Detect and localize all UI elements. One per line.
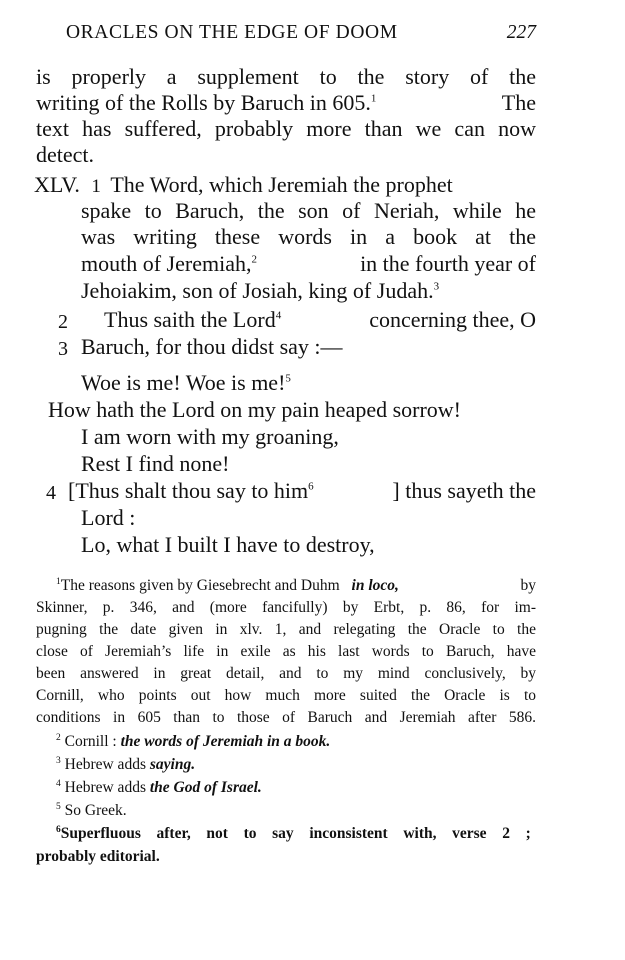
verse-1-line-4-b: in the fourth year of [360, 251, 536, 276]
footnote-ref-3: 3 [433, 280, 440, 293]
verse-number-4: 4 [46, 482, 56, 504]
footnote-ref-4: 4 [275, 309, 282, 322]
footnote-4-marker: 4 [56, 778, 61, 789]
footnote-ref-1: 1 [370, 92, 377, 105]
footnote-3-prefix: Hebrew adds [64, 756, 146, 773]
intro-line-1: is properly a supplement to the story of the [36, 64, 536, 89]
footnote-6-text-a: Superfluous after, not to say inconsistent with, verse 2 ; [60, 825, 531, 842]
intro-line-4: detect. [36, 142, 95, 167]
intro-line-3: text has suffered, probably more than we can now [36, 116, 536, 141]
poem-line-1-text: Woe is me! Woe is me! [81, 370, 286, 395]
footnotes [36, 575, 536, 875]
verse-2-text-a: Thus saith the Lord [104, 307, 276, 332]
intro-line-2-text: writing of the Rolls by Baruch in 605. [36, 90, 371, 115]
footnote-1-line-1 [56, 575, 536, 597]
poem-line-4: Rest I find none! [81, 451, 230, 476]
footnote-3-italic: saying. [149, 756, 196, 773]
verse-2-line [104, 307, 536, 333]
footnote-5-marker: 5 [56, 801, 61, 812]
footnote-1-line-6: Cornill, who points out how much more suited the Oracle is to [36, 687, 536, 704]
verse-1-line-2: spake to Baruch, the son of Neriah, while he [81, 198, 536, 223]
footnote-1-line-7: conditions in 605 than to those of Baruch and Jeremiah after 586. [36, 709, 536, 726]
intro-line-2-end: The [501, 90, 536, 115]
verse-1-line-5-text: Jehoiakim, son of Josiah, king of Judah. [81, 278, 434, 303]
poem-line-1 [81, 370, 291, 396]
verse-number-3: 3 [58, 338, 68, 360]
footnote-2-prefix: Cornill : [64, 733, 117, 750]
footnote-6-line-1 [56, 823, 536, 845]
footnote-ref-5: 5 [285, 372, 291, 385]
verse-1-line-5 [81, 278, 439, 304]
footnote-6-line-2: probably editorial. [36, 848, 160, 865]
verse-number-1: 1 [91, 176, 101, 197]
chapter-label-line [34, 172, 453, 200]
footnote-1-line-2: Skinner, p. 346, and (more fancifully) by Erbt, p. 86, for im- [36, 599, 536, 616]
footnote-3 [56, 754, 195, 776]
footnote-4-italic: the God of Israel. [149, 779, 262, 796]
footnote-1-text-a: The reasons given by Giesebrecht and Duhm [60, 577, 340, 594]
verse-1-line-1: The Word, which Jeremiah the prophet [110, 172, 453, 197]
footnote-2-italic: the words of Jeremiah in a book. [120, 733, 331, 750]
verse-1-line-4-a: mouth of Jeremiah, [81, 251, 252, 276]
verse-4-cont: Lord : [81, 505, 136, 530]
running-head-title: ORACLES ON THE EDGE OF DOOM [66, 22, 398, 43]
footnote-ref-6: 6 [308, 480, 314, 493]
footnote-2 [56, 731, 330, 753]
footnote-2-marker: 2 [56, 732, 61, 743]
verse-1-line-4 [81, 251, 536, 277]
poem-line-3: I am worn with my groaning, [81, 424, 339, 449]
footnote-4-prefix: Hebrew adds [64, 779, 146, 796]
verse-2-text-b: concerning thee, O [369, 307, 536, 332]
verse-number-2: 2 [58, 311, 68, 333]
footnote-4 [56, 777, 262, 799]
intro-line-2 [36, 90, 536, 116]
footnote-6-marker: 6 [56, 824, 61, 835]
footnote-5 [56, 800, 127, 822]
poem-line-2: How hath the Lord on my pain heaped sorrow! [48, 397, 462, 422]
chapter-label: XLV. [34, 172, 80, 197]
footnote-1-marker: 1 [56, 576, 61, 587]
body-text [36, 64, 536, 564]
footnote-ref-2: 2 [251, 253, 257, 266]
footnote-1-italic: in loco, [351, 577, 399, 594]
verse-1-line-3: was writing these words in a book at the [81, 224, 536, 249]
verse-4-poem: Lo, what I built I have to destroy, [81, 532, 375, 557]
running-head [66, 22, 536, 44]
verse-4-text-b: ] thus sayeth the [392, 478, 536, 503]
page-number: 227 [506, 22, 536, 43]
footnote-5-text: So Greek. [64, 802, 127, 819]
verse-4-line [68, 478, 536, 504]
verse-4-text-a: [Thus shalt thou say to him [68, 478, 309, 503]
footnote-1-line-3: pugning the date given in xlv. 1, and relegating the Oracle to the [36, 621, 536, 638]
verse-3-line: Baruch, for thou didst say :— [81, 334, 343, 359]
footnote-1-line-4: close of Jeremiah’s life in exile as his last words to Baruch, have [36, 643, 536, 660]
footnote-1-line-5: been answered in great detail, and to my mind conclusively, by [36, 665, 536, 682]
footnote-1-text-b: by [520, 577, 536, 594]
footnote-3-marker: 3 [56, 755, 61, 766]
